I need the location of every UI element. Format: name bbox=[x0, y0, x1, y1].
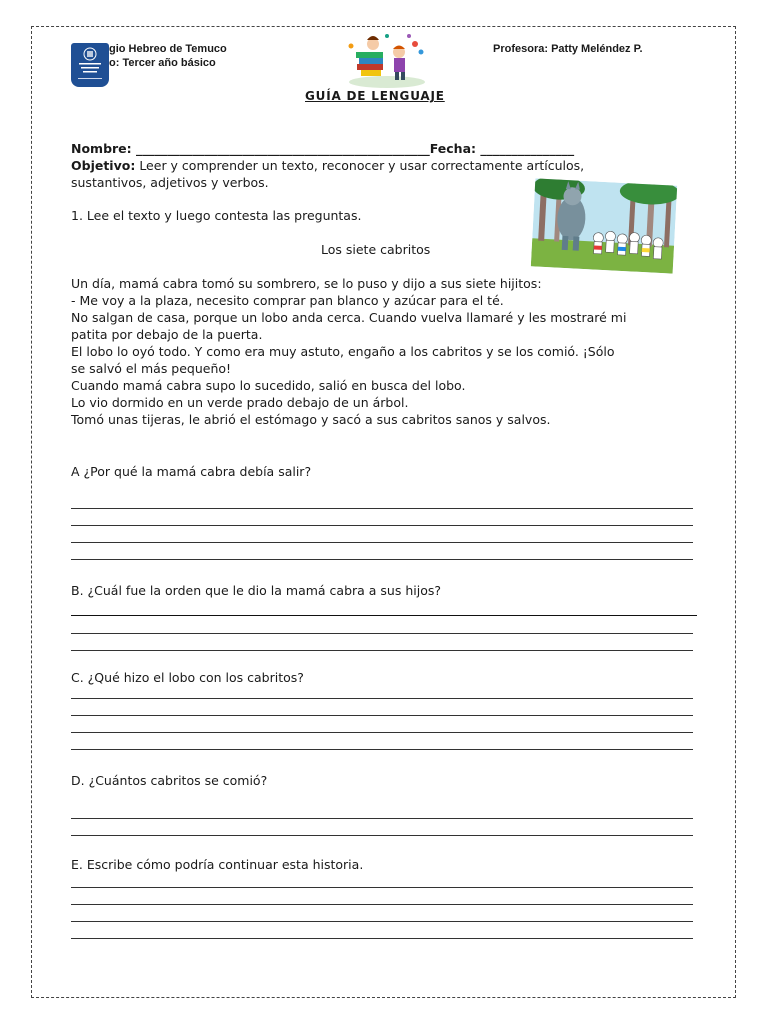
page-title: GUÍA DE LENGUAJE bbox=[305, 89, 445, 103]
answer-line[interactable] bbox=[71, 542, 693, 543]
objective-text-1: Leer y comprender un texto, reconocer y usar correctamente artículos, bbox=[135, 158, 585, 173]
children-books-illustration bbox=[343, 30, 431, 90]
answer-line[interactable] bbox=[71, 749, 693, 750]
story-line: Lo vio dormido en un verde prado debajo de un árbol. bbox=[71, 395, 409, 410]
answer-line[interactable] bbox=[71, 904, 693, 905]
answer-line[interactable] bbox=[71, 818, 693, 819]
story-line: Tomó unas tijeras, le abrió el estómago y sacó a sus cabritos sanos y salvos. bbox=[71, 412, 551, 427]
story-line: Cuando mamá cabra supo lo sucedido, salió en busca del lobo. bbox=[71, 378, 466, 393]
answer-line[interactable] bbox=[71, 715, 693, 716]
wolf-goats-illustration bbox=[531, 178, 677, 273]
grade-label: o: Tercer año básico bbox=[109, 57, 216, 69]
answer-line[interactable] bbox=[71, 938, 693, 939]
instruction: 1. Lee el texto y luego contesta las preguntas. bbox=[71, 208, 362, 223]
answer-line[interactable] bbox=[71, 508, 693, 509]
question-d: D. ¿Cuántos cabritos se comió? bbox=[71, 773, 268, 788]
answer-line[interactable] bbox=[71, 525, 693, 526]
answer-line[interactable] bbox=[71, 835, 693, 836]
story-line: se salvó el más pequeño! bbox=[71, 361, 232, 376]
answer-line[interactable] bbox=[71, 732, 693, 733]
story-line: El lobo lo oyó todo. Y como era muy astuto, engaño a los cabritos y se los comió. ¡Sólo bbox=[71, 344, 615, 359]
question-a: A ¿Por qué la mamá cabra debía salir? bbox=[71, 464, 312, 479]
answer-line[interactable] bbox=[71, 633, 693, 634]
answer-line[interactable] bbox=[71, 887, 693, 888]
story-line: patita por debajo de la puerta. bbox=[71, 327, 263, 342]
objective-line-2: sustantivos, adjetivos y verbos. bbox=[71, 175, 269, 190]
answer-line[interactable] bbox=[71, 921, 693, 922]
story-line: - Me voy a la plaza, necesito comprar pan blanco y azúcar para el té. bbox=[71, 293, 504, 308]
question-e: E. Escribe cómo podría continuar esta historia. bbox=[71, 857, 364, 872]
school-logo bbox=[71, 43, 109, 87]
name-date-field[interactable]: Nombre: _______________________________________________Fecha: _______________ bbox=[71, 141, 575, 156]
school-name: gio Hebreo de Temuco bbox=[109, 43, 227, 55]
teacher-name: Profesora: Patty Meléndez P. bbox=[493, 43, 643, 55]
story-title: Los siete cabritos bbox=[321, 242, 431, 257]
story-line: Un día, mamá cabra tomó su sombrero, se lo puso y dijo a sus siete hijitos: bbox=[71, 276, 542, 291]
question-b: B. ¿Cuál fue la orden que le dio la mamá cabra a sus hijos? bbox=[71, 583, 441, 598]
answer-line[interactable] bbox=[71, 559, 693, 560]
answer-line[interactable] bbox=[71, 698, 693, 699]
objective-label: Objetivo: bbox=[71, 158, 136, 173]
objective-line-1 bbox=[71, 157, 584, 174]
question-c: C. ¿Qué hizo el lobo con los cabritos? bbox=[71, 670, 304, 685]
story-line: No salgan de casa, porque un lobo anda cerca. Cuando vuelva llamaré y les mostraré mi bbox=[71, 310, 627, 325]
answer-line[interactable] bbox=[71, 650, 693, 651]
answer-line[interactable] bbox=[71, 615, 697, 616]
